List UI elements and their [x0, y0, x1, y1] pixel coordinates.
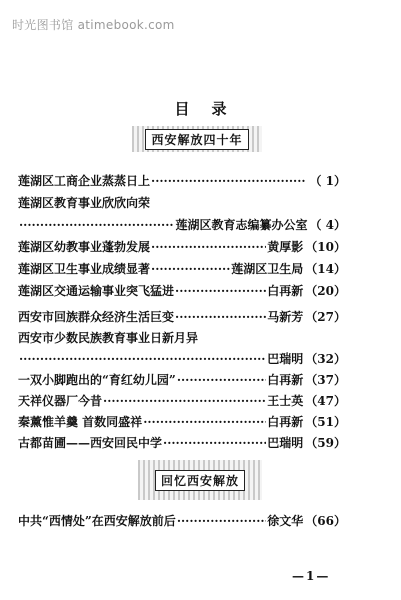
leader-dots: [151, 260, 230, 278]
toc-entry[interactable]: [18, 260, 346, 278]
section-banner-1: [132, 126, 262, 152]
entry-author: 王士英: [267, 394, 304, 408]
entry-title: 秦薰惟羊羹 首数同盛祥: [18, 415, 143, 429]
leader-dots: [151, 172, 306, 190]
entry-title: 莲湖区卫生事业成绩显著: [18, 262, 151, 276]
entry-page: （51）: [305, 415, 346, 429]
toc-entry[interactable]: [18, 282, 346, 300]
leader-dots: [103, 392, 266, 410]
entry-page: （59）: [305, 436, 346, 450]
entry-author: 巴瑞明: [267, 436, 304, 450]
entry-title: 中共“西情处”在西安解放前后: [18, 514, 176, 528]
page-title: 目录: [174, 100, 249, 118]
page-number: —1—: [292, 569, 331, 583]
entry-author: 莲湖区教育志编纂办公室: [175, 218, 308, 232]
entry-title: 西安市少数民族教育事业日新月异: [18, 331, 199, 345]
leader-dots: [19, 350, 266, 368]
entry-author: 巴瑞明: [267, 352, 304, 366]
toc-entry-continuation[interactable]: [18, 216, 346, 234]
toc-entry[interactable]: [18, 392, 346, 410]
entry-page: （10）: [305, 240, 346, 254]
entry-author: 白再新: [267, 373, 304, 387]
entry-page: （14）: [305, 262, 346, 276]
entry-page: （ 1）: [309, 174, 346, 188]
leader-dots: [163, 434, 266, 452]
leader-dots: [19, 216, 174, 234]
leader-dots: [151, 238, 266, 256]
entry-page: （20）: [305, 284, 346, 298]
entry-author: 白再新: [267, 284, 304, 298]
toc-entry[interactable]: [18, 308, 346, 326]
section-heading-2: 回忆西安解放: [155, 470, 245, 491]
toc-entry[interactable]: [18, 413, 346, 431]
leader-dots: [143, 413, 266, 431]
section-banner-2: [138, 460, 262, 500]
toc-entry[interactable]: [18, 329, 346, 347]
entry-author: 黄厚影: [267, 240, 304, 254]
toc-entry-continuation[interactable]: [18, 350, 346, 368]
entry-title: 一双小脚跑出的“育红幼儿园”: [18, 373, 176, 387]
entry-page: （66）: [305, 514, 346, 528]
entry-author: 徐文华: [267, 514, 304, 528]
entry-title: 莲湖区工商企业蒸蒸日上: [18, 174, 151, 188]
entry-page: （37）: [305, 373, 346, 387]
entry-title: 天祥仪器厂今昔: [18, 394, 103, 408]
entry-author: 莲湖区卫生局: [231, 262, 304, 276]
entry-page: （47）: [305, 394, 346, 408]
entry-title: 古都苗圃——西安回民中学: [18, 436, 163, 450]
toc-group-3: [18, 512, 346, 530]
entry-author: 马新芳: [267, 310, 304, 324]
entry-page: （27）: [305, 310, 346, 324]
toc-entry[interactable]: [18, 512, 346, 530]
toc-entry[interactable]: [18, 434, 346, 452]
entry-title: 莲湖区教育事业欣欣向荣: [18, 196, 151, 210]
watermark: 时光图书馆 atimebook.com: [12, 18, 175, 32]
toc-entry[interactable]: [18, 371, 346, 389]
toc-entry[interactable]: [18, 172, 346, 190]
entry-title: 西安市回族群众经济生活巨变: [18, 310, 175, 324]
entry-page: （ 4）: [309, 218, 346, 232]
toc-group-1: [18, 172, 346, 300]
entry-page: （32）: [305, 352, 346, 366]
toc-group-2: [18, 308, 346, 452]
leader-dots: [177, 371, 266, 389]
section-heading-1: 西安解放四十年: [145, 129, 248, 150]
entry-title: 莲湖区交通运输事业突飞猛进: [18, 284, 175, 298]
leader-dots: [177, 512, 266, 530]
toc-entry[interactable]: [18, 194, 346, 212]
leader-dots: [175, 282, 266, 300]
entry-title: 莲湖区幼教事业蓬勃发展: [18, 240, 151, 254]
leader-dots: [175, 308, 266, 326]
entry-author: 白再新: [267, 415, 304, 429]
toc-entry[interactable]: [18, 238, 346, 256]
